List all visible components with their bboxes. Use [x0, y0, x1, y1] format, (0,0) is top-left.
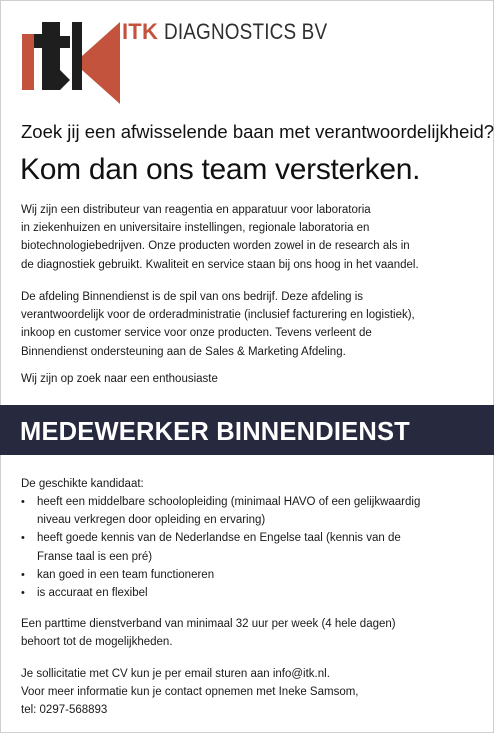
text-line: De afdeling Binnendienst is de spil van ons bedrijf. Deze afdeling is [21, 291, 364, 303]
candidate-title: De geschikte kandidaat: [21, 478, 144, 490]
text-line: niveau verkregen door opleiding en ervaring) [37, 514, 266, 527]
intro-company-paragraph [21, 201, 481, 274]
text-line: inkoop en customer service voor onze producten. Tevens verleent de [21, 327, 372, 340]
job-title-banner [0, 405, 494, 455]
headline-tagline: Kom dan ons team versterken. [20, 153, 421, 186]
text-line: in ziekenhuizen en universitaire instellingen, regionale laboratoria en [21, 222, 370, 235]
list-item [21, 493, 481, 529]
text-line: Franse taal is een pré) [37, 550, 153, 563]
text-line: Binnendienst ondersteuning aan de Sales & Marketing Afdeling. [21, 345, 346, 358]
bullet-icon: • [21, 496, 25, 508]
bullet-icon: • [21, 532, 25, 545]
job-title: MEDEWERKER BINNENDIENST [20, 418, 410, 446]
text-line: de diagnostiek gebruikt. Kwaliteit en service staan bij ons hoog in het vaandel. [21, 258, 419, 271]
intro-department-paragraph [21, 288, 481, 361]
text-line: biotechnologiebedrijven. Onze producten worden zowel in de research als in [21, 240, 410, 253]
headline-question: Zoek jij een afwisselende baan met verantwoordelijkheid? [21, 121, 494, 142]
text-line: behoort tot de mogelijkheden. [21, 636, 173, 649]
brand-name [122, 19, 354, 45]
contact-paragraph [21, 665, 481, 720]
candidate-requirements-list [21, 493, 481, 602]
list-item [21, 584, 481, 602]
brand-rest: DIAGNOSTICS BV [164, 19, 328, 44]
contact-email-line: Je sollicitatie met CV kun je per email sturen aan info@itk.nl. [21, 668, 330, 680]
list-item [21, 566, 481, 584]
text-line: verantwoordelijk voor de orderadministratie (inclusief facturering en logistiek), [21, 309, 415, 322]
brand-short: ITK [122, 19, 159, 44]
contact-person-line: Voor meer informatie kun je contact opnemen met Ineke Samsom, [21, 686, 359, 699]
intro-search-line: Wij zijn op zoek naar een enthousiaste [21, 373, 218, 385]
text-line: heeft een middelbare schoolopleiding (minimaal HAVO of een gelijkwaardig [37, 496, 421, 508]
bullet-icon: • [21, 587, 25, 600]
text-line: heeft goede kennis van de Nederlandse en Engelse taal (kennis van de [37, 532, 401, 545]
text-line: is accuraat en flexibel [37, 587, 148, 600]
text-line: Een parttime dienstverband van minimaal 32 uur per week (4 hele dagen) [21, 618, 396, 630]
list-item [21, 529, 481, 565]
employment-paragraph [21, 615, 481, 651]
text-line: kan goed in een team functioneren [37, 568, 215, 581]
text-line: Wij zijn een distributeur van reagentia en apparatuur voor laboratoria [21, 204, 371, 216]
contact-phone-line: tel: 0297-568893 [21, 704, 108, 717]
bullet-icon: • [21, 568, 25, 581]
